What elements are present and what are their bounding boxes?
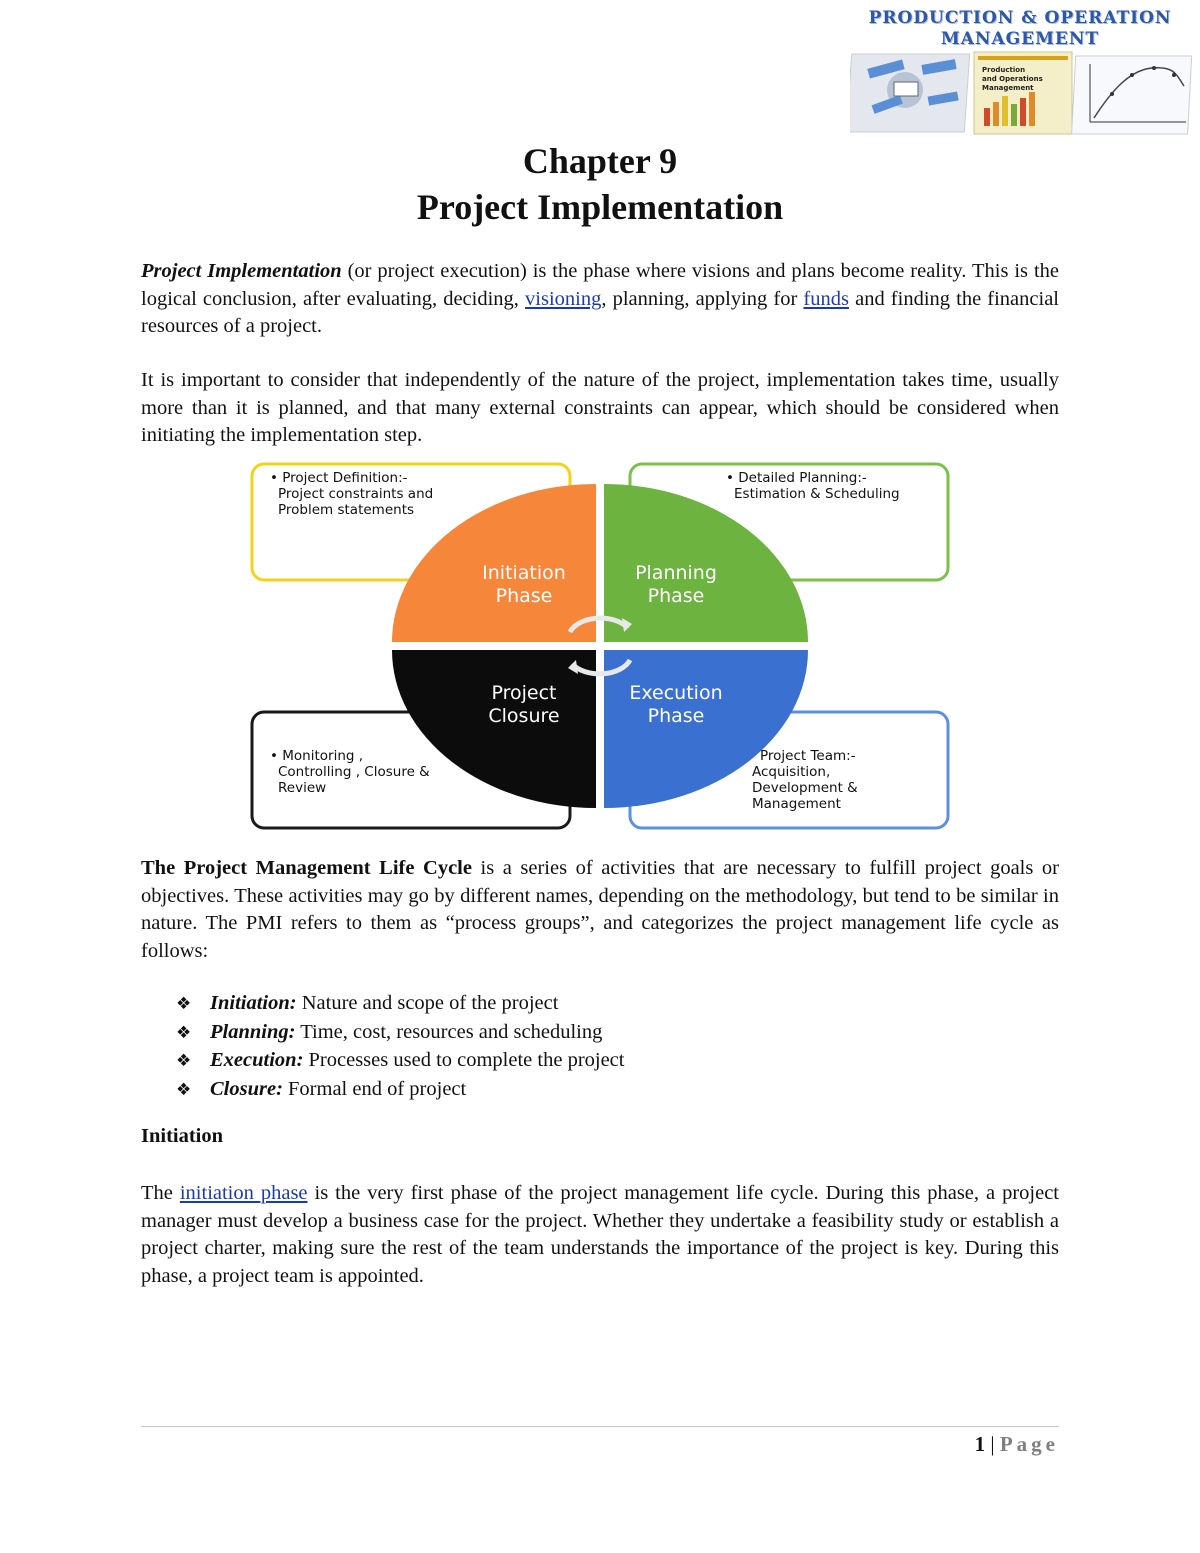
list-item: ❖ Planning: Time, cost, resources and scheduling: [176, 1019, 976, 1048]
closure-phase-label: Project Closure: [488, 682, 560, 727]
svg-text:and Operations: and Operations: [982, 75, 1043, 83]
chapter-title: Chapter 9: [522, 141, 678, 181]
initiation-heading: Initiation: [141, 1125, 224, 1147]
svg-text:Management: Management: [982, 84, 1034, 92]
list-item: ❖ Closure: Formal end of project: [176, 1076, 976, 1105]
diamond-bullet-icon: ❖: [176, 994, 192, 1014]
chapter-subtitle: Project Implementation: [416, 187, 784, 227]
header-book-cover-image: [974, 52, 1072, 134]
header-collage-image: [850, 54, 970, 132]
box-top-left-text: • Project Definition:- Project constraints and Problem statements: [270, 470, 434, 518]
diamond-bullet-icon: ❖: [176, 1051, 192, 1071]
initiation-paragraph: The initiation phase is the very first phase of the project management life cycle. During this phase, a project manager must develop a business case for the project. Whether they undertake a feasibility study or establish a project charter, making sure the rest of the team understands the importance of the project is key. During this phase, a project team is appointed.: [141, 1182, 1060, 1287]
intro-text-1: (or project execution) is the phase where visions and plans become reality. This is the logical conclusion, after evaluating, deciding,: [141, 260, 1059, 310]
planning-phase-label: Planning Phase: [635, 562, 717, 607]
list-item: ❖ Execution: Processes used to complete the project: [176, 1047, 976, 1076]
header-curve-graph-image: [1072, 56, 1192, 134]
lifecycle-term: The Project Management Life Cycle: [141, 857, 472, 879]
initiation-phase-link[interactable]: initiation phase: [179, 1182, 308, 1204]
lifecycle-paragraph: [141, 855, 1059, 965]
intro-text-3: and finding the financial resources of a project.: [141, 287, 1059, 337]
initiation-phase-label: Initiation Phase: [482, 562, 566, 607]
visioning-link[interactable]: visioning: [525, 287, 602, 310]
box-bottom-left-text: • Monitoring , Controlling , Closure & Review: [270, 748, 430, 796]
list-item: ❖ Initiation: Nature and scope of the project: [176, 990, 976, 1019]
intro-term: Project Implementation: [141, 260, 342, 282]
execution-phase-label: Execution Phase: [629, 682, 723, 727]
header-images: [850, 50, 1194, 136]
footer-divider: [141, 1426, 1059, 1427]
lifecycle-text: is a series of activities that are necessary to fulfill project goals or objectives. These activities may go by different names, depending on the methodology, but tend to be similar in nature. The PMI refers to them as “process groups”, and categorizes the project management life cycle as follows:: [141, 857, 1059, 962]
box-top-right-text: • Detailed Planning:- Estimation & Scheduling: [726, 470, 900, 502]
phases-list: [176, 990, 976, 1104]
intro-paragraph: [141, 258, 1059, 341]
diamond-bullet-icon: ❖: [176, 1022, 192, 1043]
constraints-paragraph: It is important to consider that independently of the nature of the project, implementation takes time, usually more than it is planned, and that many external constraints can appear, which should be considered when initiating the implementation step.: [141, 369, 1059, 446]
project-lifecycle-diagram: [248, 460, 954, 832]
box-bottom-right-text: Project Team:- Acquisition, Development & Management: [752, 748, 858, 812]
header-line-2: MANAGEMENT: [940, 29, 1100, 49]
header-banner-title: [850, 8, 1190, 50]
page-number: 1 | Page: [974, 1432, 1059, 1456]
intro-text-2: , planning, applying for: [601, 287, 804, 310]
header-line-1: PRODUCTION & OPERATION: [868, 8, 1172, 28]
book-cover-title: Production: [982, 66, 1026, 74]
funds-link[interactable]: funds: [803, 287, 849, 310]
diamond-bullet-icon: ❖: [176, 1079, 192, 1100]
